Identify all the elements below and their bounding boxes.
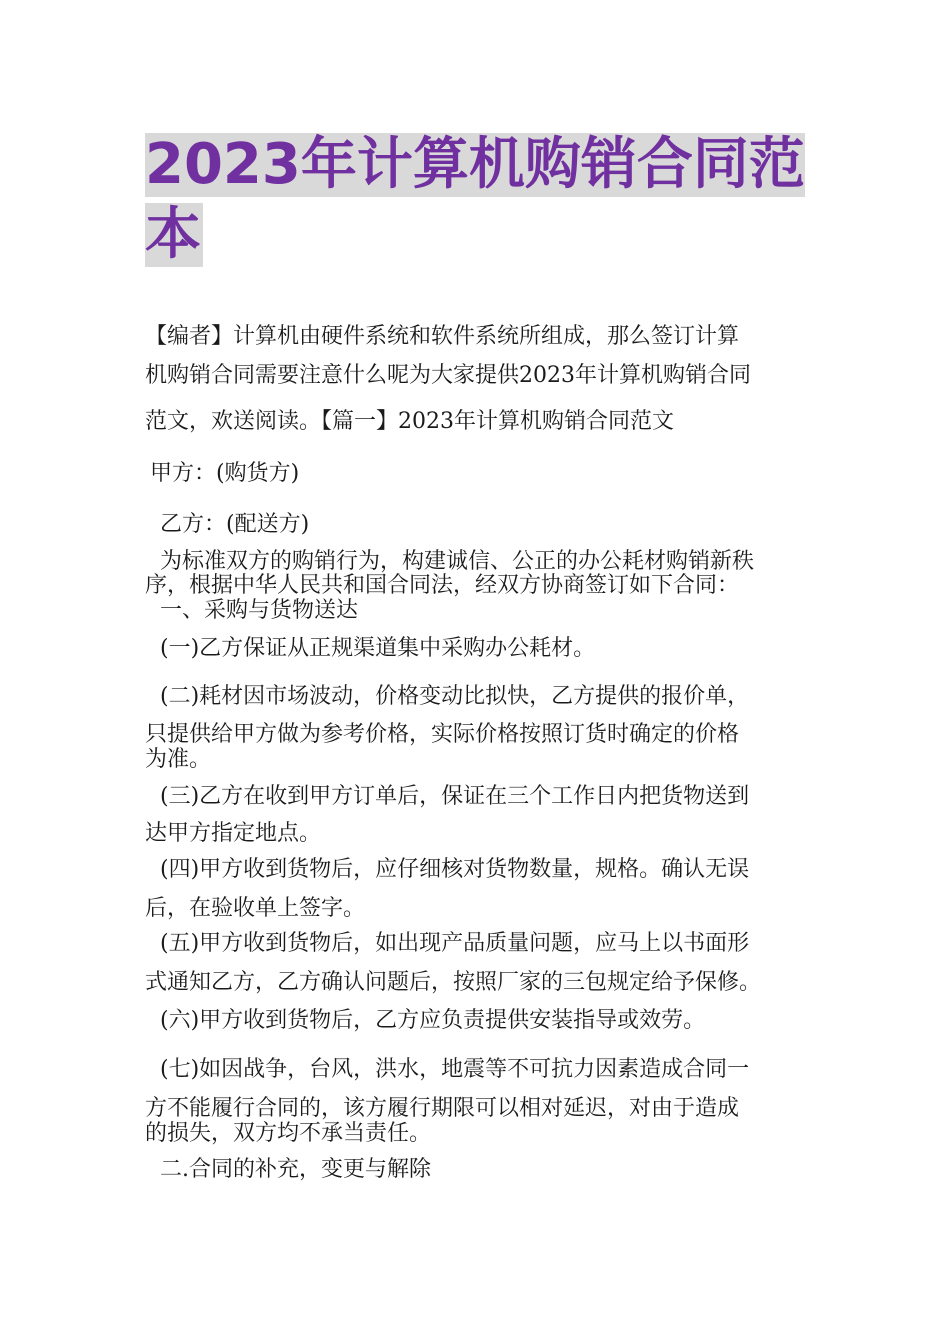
item-4-line-2: 后，在验收单上签字。 — [145, 896, 366, 921]
item-6: (六)甲方收到货物后，乙方应负责提供安装指导或效劳。 — [160, 1008, 706, 1033]
item-5-line-2: 式通知乙方，乙方确认问题后，按照厂家的三包规定给予保修。 — [145, 970, 762, 995]
preamble-line-1: 为标准双方的购销行为，构建诚信、公正的办公耗材购销新秩 — [160, 549, 755, 574]
document-title-line-2: 本 — [145, 202, 201, 267]
intro-line-1: 【编者】计算机由硬件系统和软件系统所组成，那么签订计算 — [145, 324, 740, 349]
item-2-line-3: 为准。 — [145, 747, 212, 772]
party-b: 乙方：(配送方) — [160, 512, 310, 537]
item-2-line-1: (二)耗材因市场波动，价格变动比拟快，乙方提供的报价单， — [160, 684, 750, 709]
item-3-line-2: 达甲方指定地点。 — [145, 821, 322, 846]
party-a: 甲方：(购货方) — [150, 461, 300, 486]
item-2-line-2: 只提供给甲方做为参考价格，实际价格按照订货时确定的价格 — [145, 722, 740, 747]
item-7-line-2: 方不能履行合同的，该方履行期限可以相对延迟，对由于造成 — [145, 1096, 740, 1121]
item-5-line-1: (五)甲方收到货物后，如出现产品质量问题，应马上以书面形 — [160, 931, 750, 956]
section-2-heading: 二.合同的补充，变更与解除 — [160, 1157, 431, 1182]
item-4-line-1: (四)甲方收到货物后，应仔细核对货物数量，规格。确认无误 — [160, 857, 750, 882]
intro-line-2: 机购销合同需要注意什么呢为大家提供2023年计算机购销合同 — [145, 363, 751, 388]
item-3-line-1: (三)乙方在收到甲方订单后，保证在三个工作日内把货物送到 — [160, 784, 750, 809]
intro-line-3: 范文，欢送阅读。【篇一】2023年计算机购销合同范文 — [145, 409, 674, 434]
document-title-line-1: 2023年计算机购销合同范 — [145, 132, 805, 197]
item-7-line-1: (七)如因战争，台风，洪水，地震等不可抗力因素造成合同一 — [160, 1057, 750, 1082]
item-1: (一)乙方保证从正规渠道集中采购办公耗材。 — [160, 636, 596, 661]
item-7-line-3: 的损失，双方均不承当责任。 — [145, 1121, 432, 1146]
preamble-line-2: 序，根据中华人民共和国合同法，经双方协商签订如下合同： — [145, 573, 740, 598]
section-1-heading: 一、采购与货物送达 — [160, 598, 359, 623]
